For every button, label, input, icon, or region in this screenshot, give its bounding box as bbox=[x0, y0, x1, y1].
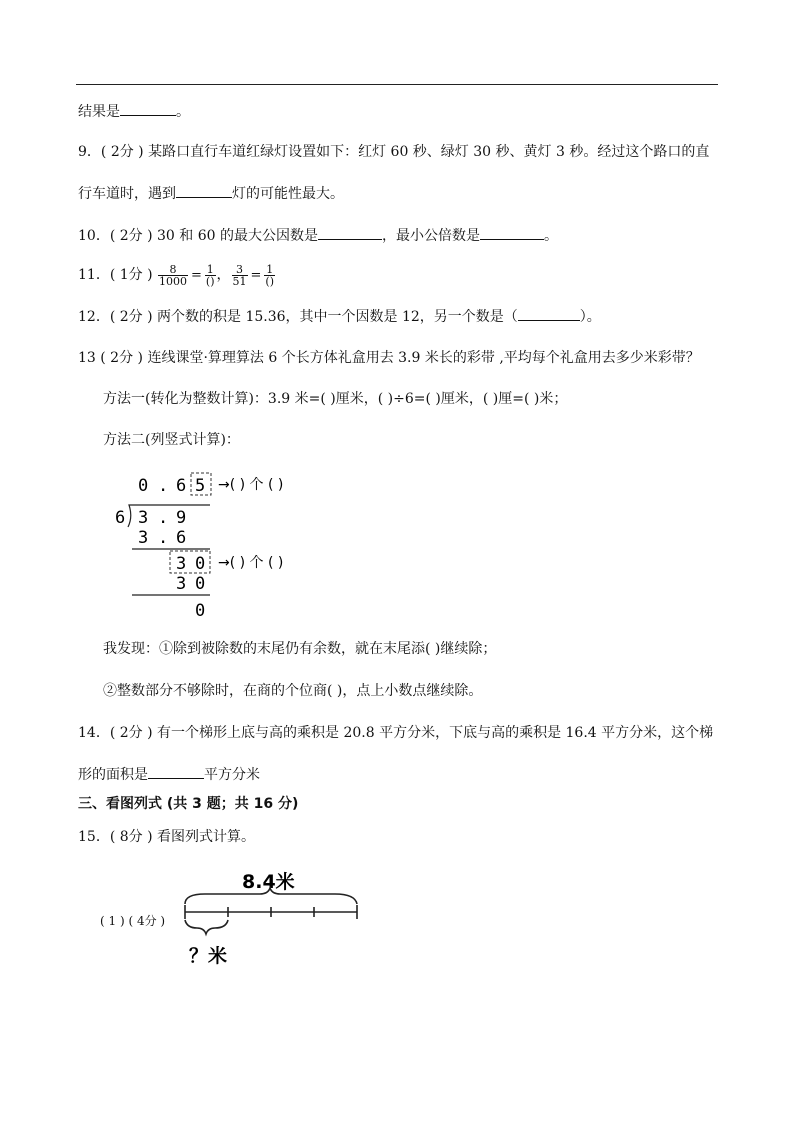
q9-line2-b: 灯的可能性最大。 bbox=[232, 186, 344, 202]
q14-line2-a: 形的面积是 bbox=[78, 767, 148, 783]
q11 bbox=[78, 262, 276, 289]
top-brace bbox=[185, 888, 357, 904]
q14-line2-b: 平方分米 bbox=[204, 767, 260, 783]
q12 bbox=[78, 307, 601, 326]
q15-sub1-label: ( 1 ) ( 4分 ) bbox=[100, 914, 166, 928]
q11-f3-den: 51 bbox=[232, 274, 247, 288]
q13-method1: 方法一(转化为整数计算)：3.9 米=( )厘米，( )÷6=( )厘米，( )厘=( )米； bbox=[103, 391, 568, 407]
q8-tail-end: 。 bbox=[176, 104, 190, 120]
dividend-9: 9 bbox=[176, 508, 187, 528]
total-length-label: 8.4米 bbox=[242, 871, 295, 893]
q11-equals-2: = bbox=[250, 268, 262, 283]
dividend-dot: . bbox=[158, 508, 169, 528]
q13-discover2: ②整数部分不够除时，在商的个位商( )，点上小数点继续除。 bbox=[103, 683, 483, 699]
q9-answer-blank[interactable] bbox=[176, 184, 232, 198]
q12-text-a: 12．( 2分 ) 两个数的积是 15.36，其中一个因数是 12，另一个数是（ bbox=[78, 309, 518, 325]
q8-tail-text: 结果是 bbox=[78, 104, 120, 120]
sub1-6: 6 bbox=[176, 528, 187, 548]
q10 bbox=[78, 226, 558, 245]
quotient-dot: . bbox=[158, 476, 169, 496]
q10-lcm-blank[interactable] bbox=[480, 226, 544, 240]
q13-method2: 方法二(列竖式计算)： bbox=[103, 432, 240, 448]
q11-f4-den-blank[interactable]: () bbox=[265, 274, 274, 288]
q11-f2-num: 1 bbox=[206, 262, 214, 276]
header-rule bbox=[76, 84, 718, 85]
quotient-digit-5: 5 bbox=[195, 476, 206, 496]
q10-text-a: 10．( 2分 ) 30 和 60 的最大公因数是 bbox=[78, 228, 318, 244]
q15-line-segment-diagram bbox=[175, 862, 375, 974]
bottom-brace bbox=[185, 920, 228, 934]
q13-title: 13 ( 2分 ) 连线课堂·算理算法 6 个长方体礼盒用去 3.9 米长的彩带 ,平均每个礼盒用去多少米彩带？ bbox=[78, 350, 700, 366]
q11-fraction-1 bbox=[158, 264, 188, 287]
q10-gcd-blank[interactable] bbox=[318, 226, 382, 240]
q11-f1-den: 1000 bbox=[159, 274, 187, 288]
q11-prefix: 11．( 1分 ) bbox=[78, 267, 153, 283]
sub2-3: 3 bbox=[176, 574, 187, 594]
q14-answer-blank[interactable] bbox=[148, 765, 204, 779]
arrow-note-1: →( ) 个 ( ) bbox=[218, 477, 284, 493]
q11-equals-1: = bbox=[191, 268, 202, 283]
q10-text-c: 。 bbox=[543, 228, 558, 244]
final-remainder: 0 bbox=[195, 601, 206, 621]
q8-tail bbox=[78, 102, 190, 121]
q9-line2 bbox=[78, 184, 344, 203]
q10-text-b: ，最小公倍数是 bbox=[381, 228, 480, 244]
arrow-note-2: →( ) 个 ( ) bbox=[218, 555, 284, 571]
q11-f3-num: 3 bbox=[232, 264, 248, 276]
q11-f2-den-blank[interactable]: () bbox=[205, 274, 215, 288]
sub1-3: 3 bbox=[138, 528, 149, 548]
q14-line2 bbox=[78, 765, 260, 784]
section-3-heading: 三、看图列式 (共 3 题；共 16 分) bbox=[78, 796, 299, 812]
q9-line1: 9．( 2分 ) 某路口直行车道红绿灯设置如下：红灯 60 秒、绿灯 30 秒、黄灯 3 秒。经过这个路口的直 bbox=[78, 144, 710, 160]
q8-answer-blank[interactable] bbox=[120, 102, 176, 116]
quotient-digit-0: 0 bbox=[138, 476, 149, 496]
q15-title: 15．( 8分 ) 看图列式计算。 bbox=[78, 829, 255, 845]
q12-answer-blank[interactable] bbox=[518, 307, 580, 321]
q11-f4-num: 1 bbox=[266, 262, 274, 276]
rem1-0: 0 bbox=[195, 554, 206, 574]
divisor: 6 bbox=[115, 508, 126, 528]
unknown-part-label: ？米 bbox=[189, 945, 228, 967]
q12-text-b: ）。 bbox=[579, 309, 601, 325]
dividend-3: 3 bbox=[138, 508, 149, 528]
q11-fraction-4 bbox=[264, 264, 275, 287]
q9-line2-a: 行车道时，遇到 bbox=[78, 186, 176, 202]
q11-f1-num: 8 bbox=[158, 264, 188, 276]
quotient-digit-6: 6 bbox=[176, 476, 187, 496]
q11-fraction-3 bbox=[232, 264, 248, 287]
q11-sep: ， bbox=[216, 267, 231, 283]
q11-fraction-2 bbox=[205, 264, 216, 287]
rem1-3: 3 bbox=[176, 554, 187, 574]
q13-discover1: 我发现：①除到被除数的末尾仍有余数，就在末尾添( )继续除； bbox=[103, 641, 497, 657]
q14-line1: 14．( 2分 ) 有一个梯形上底与高的乘积是 20.8 平方分米，下底与高的乘积是 16.4 平方分米，这个梯 bbox=[78, 725, 714, 741]
sub1-dot: . bbox=[158, 528, 169, 548]
sub2-0: 0 bbox=[195, 574, 206, 594]
long-division-diagram bbox=[100, 465, 400, 625]
